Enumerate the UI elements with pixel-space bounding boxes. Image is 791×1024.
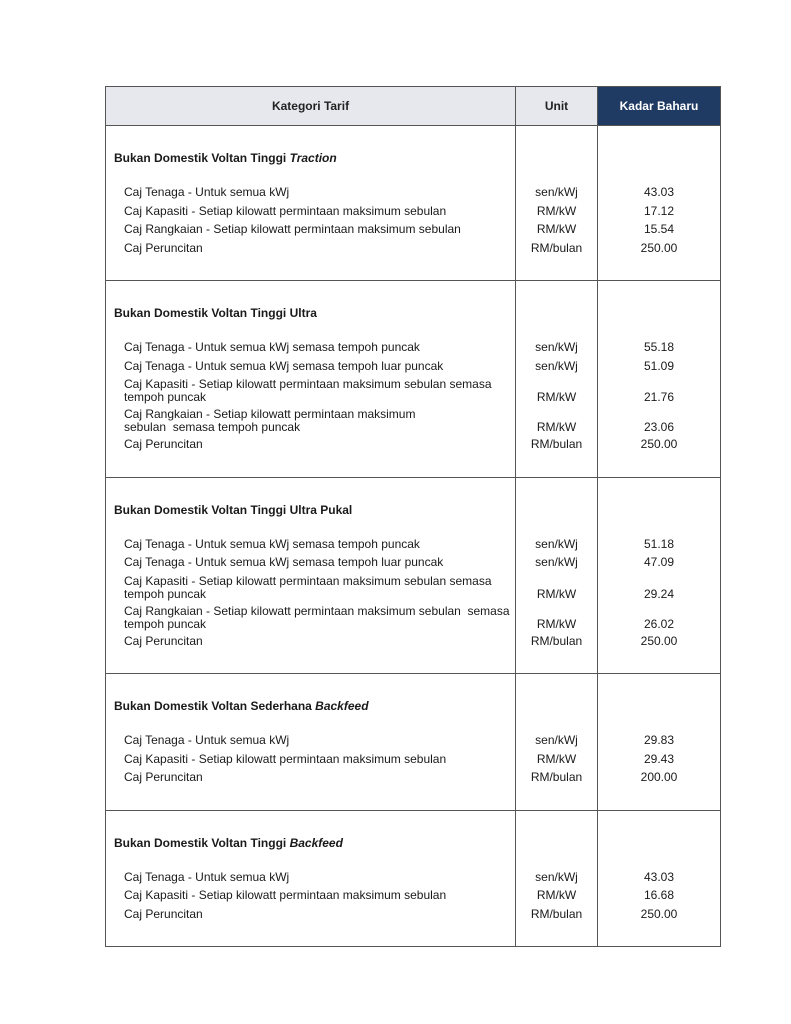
tariff-section (106, 810, 721, 947)
tariff-unit: sen/kWj (535, 358, 578, 373)
section-title-text: Bukan Domestik Voltan Tinggi (114, 835, 290, 850)
tariff-unit: RM/kW (536, 888, 577, 902)
tariff-rate: 26.02 (643, 616, 675, 631)
section-unit-cell (516, 477, 598, 674)
section-category-cell (106, 477, 516, 674)
tariff-label-line: tempoh puncak (124, 586, 207, 601)
section-title-text: Bukan Domestik Voltan Tinggi (114, 151, 290, 165)
tariff-table (105, 86, 721, 947)
tariff-label-line: Caj Rangkaian - Setiap kilowatt permintaan maksimum (124, 407, 416, 421)
section-title-italic: Traction (289, 151, 337, 165)
unit-list (516, 341, 597, 477)
section-rate-cell (598, 810, 721, 947)
tariff-unit: RM/kW (536, 616, 577, 631)
tariff-label: Caj Peruncitan (124, 240, 203, 255)
tariff-unit: RM/kW (536, 203, 577, 218)
unit-list (516, 538, 597, 674)
tariff-label (106, 575, 515, 605)
tariff-rate: 23.06 (643, 420, 675, 434)
tariff-section (106, 126, 721, 281)
section-category-cell (106, 126, 516, 281)
label-list (106, 341, 515, 477)
section-title-italic: Backfeed (289, 835, 343, 850)
tariff-unit: RM/bulan (530, 906, 583, 921)
title-spacer (516, 478, 597, 518)
section-category-cell (106, 674, 516, 811)
tariff-label: Caj Kapasiti - Setiap kilowatt permintaan maksimum sebulan (124, 751, 447, 766)
section-rate-cell (598, 281, 721, 478)
tariff-rate: 17.12 (643, 203, 675, 218)
header-unit: Unit (516, 87, 598, 126)
tariff-rate: 250.00 (640, 240, 678, 255)
tariff-unit: sen/kWj (535, 185, 578, 199)
tariff-unit: RM/kW (536, 390, 577, 404)
tariff-label: Caj Tenaga - Untuk semua kWj (124, 185, 290, 199)
unit-list (516, 734, 597, 810)
header-row (106, 87, 721, 126)
tariff-unit: sen/kWj (535, 555, 578, 569)
rate-list (598, 871, 720, 947)
tariff-section (106, 477, 721, 674)
tariff-label: Caj Peruncitan (124, 633, 203, 648)
section-title-text: Bukan Domestik Voltan Tinggi Ultra Pukal (114, 502, 353, 517)
rate-list (598, 538, 720, 674)
tariff-section (106, 281, 721, 478)
tariff-unit: sen/kWj (535, 733, 578, 747)
tariff-unit: sen/kWj (535, 869, 578, 884)
tariff-label: Caj Peruncitan (124, 906, 203, 921)
tariff-rate: 15.54 (643, 222, 675, 236)
tariff-unit: RM/bulan (530, 437, 583, 451)
tariff-label: Caj Peruncitan (124, 770, 203, 784)
section-category-cell (106, 281, 516, 478)
title-spacer (598, 811, 720, 851)
section-rate-cell (598, 674, 721, 811)
tariff-rate: 21.76 (643, 390, 675, 404)
tariff-rate: 43.03 (643, 869, 675, 884)
title-spacer (516, 281, 597, 321)
tariff-rate: 200.00 (640, 770, 678, 784)
tariff-rate: 250.00 (640, 633, 678, 648)
label-list (106, 538, 515, 674)
title-spacer (598, 126, 720, 166)
tariff-unit: RM/kW (536, 586, 577, 601)
title-spacer (516, 811, 597, 851)
tariff-label: Caj Tenaga - Untuk semua kWj (124, 869, 290, 884)
tariff-rate: 16.68 (643, 888, 675, 902)
tariff-label: Caj Tenaga - Untuk semua kWj semasa tempoh luar puncak (124, 555, 444, 569)
section-title (114, 150, 515, 166)
tariff-label: Caj Tenaga - Untuk semua kWj (124, 733, 290, 747)
section-title (114, 502, 515, 518)
tariff-rate: 250.00 (640, 906, 678, 921)
tariff-rate: 29.43 (643, 751, 675, 766)
tariff-unit: sen/kWj (535, 536, 578, 551)
tariff-rate: 29.83 (643, 733, 675, 747)
section-unit-cell (516, 126, 598, 281)
tariff-label-line: tempoh puncak (124, 616, 207, 631)
tariff-label: Caj Rangkaian - Setiap kilowatt permintaan maksimum sebulan (124, 222, 461, 236)
tariff-rate: 43.03 (643, 185, 675, 199)
section-unit-cell (516, 674, 598, 811)
tariff-rate: 47.09 (643, 555, 675, 569)
tariff-label: Caj Tenaga - Untuk semua kWj semasa tempoh puncak (124, 340, 420, 354)
tariff-unit: RM/kW (536, 751, 577, 766)
tariff-unit: RM/kW (536, 420, 577, 434)
unit-list (516, 186, 597, 280)
tariff-unit: RM/kW (536, 222, 577, 236)
tariff-label: Caj Tenaga - Untuk semua kWj semasa tempoh luar puncak (124, 358, 444, 373)
section-unit-cell (516, 810, 598, 947)
label-list (106, 186, 515, 280)
tariff-rate: 51.18 (643, 536, 675, 551)
header-rate: Kadar Baharu (598, 87, 721, 126)
tariff-rate: 29.24 (643, 586, 675, 601)
tariff-unit: RM/bulan (530, 770, 583, 784)
tariff-label (106, 605, 515, 635)
tariff-label-line: Caj Rangkaian - Setiap kilowatt permintaan maksimum sebulan semasa (124, 603, 510, 618)
label-list (106, 734, 515, 810)
title-spacer (516, 674, 597, 714)
tariff-rate: 51.09 (643, 358, 675, 373)
section-title-italic: Backfeed (315, 699, 369, 713)
tariff-unit: sen/kWj (535, 340, 578, 354)
tariff-rate: 55.18 (643, 340, 675, 354)
label-list (106, 871, 515, 947)
tariff-label: Caj Tenaga - Untuk semua kWj semasa tempoh puncak (124, 536, 420, 551)
section-rate-cell (598, 126, 721, 281)
tariff-unit: RM/bulan (530, 240, 583, 255)
tariff-label-line: Caj Kapasiti - Setiap kilowatt permintaan maksimum sebulan semasa (124, 377, 492, 391)
section-rate-cell (598, 477, 721, 674)
tariff-label (106, 408, 515, 438)
tariff-label-line: tempoh puncak (124, 390, 207, 404)
tariff-section (106, 674, 721, 811)
section-unit-cell (516, 281, 598, 478)
title-spacer (598, 478, 720, 518)
unit-list (516, 871, 597, 947)
tariff-label: Caj Peruncitan (124, 437, 203, 451)
section-title (114, 835, 515, 851)
tariff-label (106, 378, 515, 408)
tariff-unit: RM/bulan (530, 633, 583, 648)
tariff-rate: 250.00 (640, 437, 678, 451)
tariff-label: Caj Kapasiti - Setiap kilowatt permintaan maksimum sebulan (124, 888, 447, 902)
section-title (114, 698, 515, 714)
title-spacer (598, 674, 720, 714)
section-title (114, 305, 515, 321)
title-spacer (598, 281, 720, 321)
tariff-label-line: sebulan semasa tempoh puncak (124, 420, 301, 434)
title-spacer (516, 126, 597, 166)
section-category-cell (106, 810, 516, 947)
section-title-text: Bukan Domestik Voltan Tinggi Ultra (114, 306, 317, 320)
rate-list (598, 341, 720, 477)
header-category: Kategori Tarif (106, 87, 516, 126)
rate-list (598, 734, 720, 810)
section-title-text: Bukan Domestik Voltan Sederhana (114, 699, 316, 713)
tariff-label: Caj Kapasiti - Setiap kilowatt permintaan maksimum sebulan (124, 203, 447, 218)
tariff-label-line: Caj Kapasiti - Setiap kilowatt permintaan maksimum sebulan semasa (124, 573, 492, 588)
rate-list (598, 186, 720, 280)
